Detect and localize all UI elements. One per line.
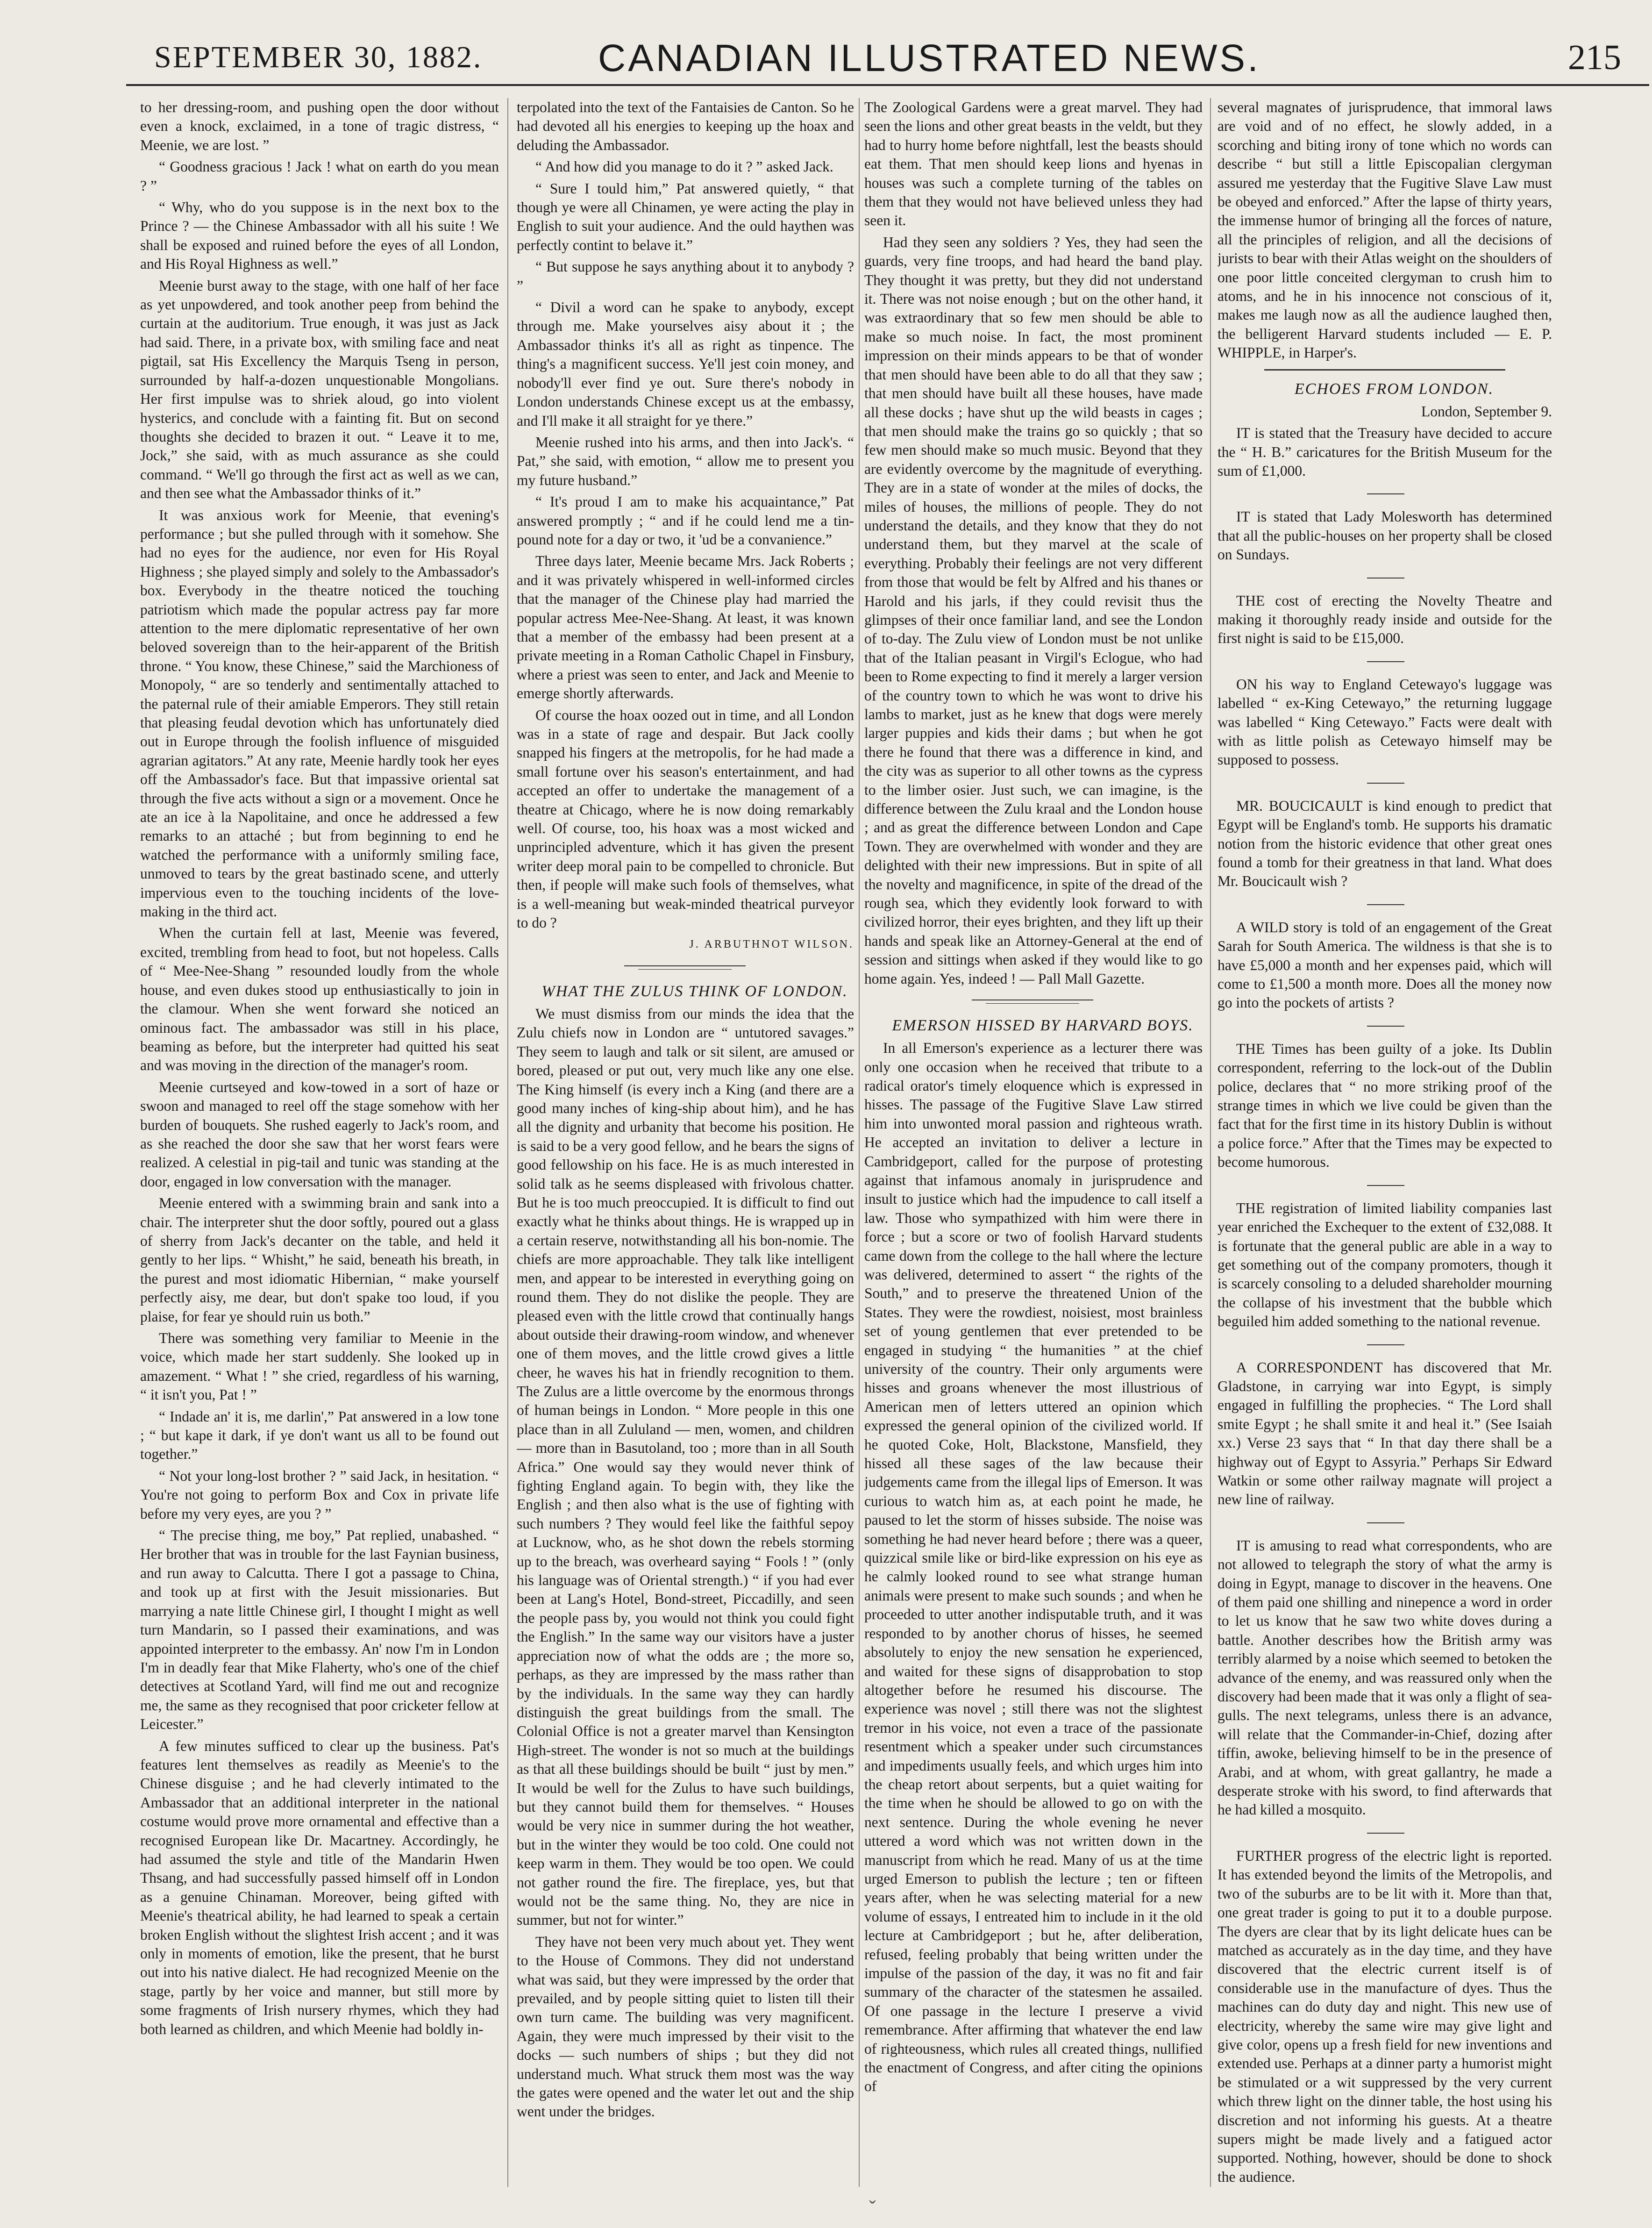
column-4: [1218, 98, 1552, 2192]
separator-rule: [1218, 1178, 1552, 1193]
article-paragraph: “ Not your long-lost brother ? ” said Jack, in hesitation. “ You're not going to perform Box and Cox in private life before my very eyes, are you ? ”: [140, 1467, 499, 1522]
news-item: THE registration of limited liability companies last year enriched the Exchequer to the extent of £32,088. It is fortunate that the general public are able in a way to get something out of the company promoters, though it is scarcely consoling to a deluded shareholder mourning the collapse of his investment that the bubble which beguiled him added something to the national revenue.: [1218, 1200, 1552, 1330]
article-paragraph: Meenie burst away to the stage, with one half of her face as yet unpowdered, and took another peep from behind the curtain at the auditorium. True enough, it was just as Jack had said. There, in a private box, with smiling face and neat pigtail, sat His Excellency the Marquis Tseng in person, surrounded by half-a-dozen unquestionable Mongolians. Her first impulse was to shriek aloud, go into violent hysterics, and conclude with a fainting fit. But on second thoughts she decided to brazen it out. “ Leave it to me, Jock,” she said, with as much assurance as she could command. “ We'll go through the first act as well as we can, and then see what the Ambassador thinks of it.”: [140, 277, 499, 502]
article-paragraph: “ Why, who do you suppose is in the next box to the Prince ? — the Chinese Ambassador with all his suite ! We shall be exposed and ruined before the eyes of all London, and His Royal Highness as well.”: [140, 199, 499, 272]
news-item: A WILD story is told of an engagement of the Great Sarah for South America. The wildness is that she is to have £5,000 a month and her expenses paid, which will come to £1,500 a month more. Does all the money now go into the pockets of artists ?: [1218, 919, 1552, 1011]
article-paragraph: to her dressing-room, and pushing open the door without even a knock, exclaimed, in a tone of tragic distress, “ Meenie, we are lost. ”: [140, 99, 499, 153]
column-rule: [507, 98, 508, 2187]
article-paragraph: The Zoological Gardens were a great marvel. They had seen the lions and other great beasts in the veldt, but they had to hurry home before nightfall, lest the beasts should eat them. That men should keep lions and hyenas in houses was such a complete turning of the tables on them that they would not have believed unless they had seen it.: [864, 99, 1203, 229]
article-paragraph: “ Divil a word can he spake to anybody, except through me. Make yourselves aisy about it ; the Ambassador thinks it's all as right as tinpence. The thing's a magnificent success. Ye'll jest coin money, and nobody'll ever find ye out. Sure there's nobody in London understands Chinese except us at the embassy, and I'll make it all straight for ye there.”: [517, 299, 854, 429]
column-3: [864, 98, 1203, 2192]
article-paragraph: A few minutes sufficed to clear up the business. Pat's features lent themselves as readily as Meenie's to the Chinese disguise ; and he had cleverly intimated to the Ambassador that an additional interpreter in the national costume would prove more ornamental and effective than a recognised European like Dr. Macartney. Accordingly, he had assumed the style and title of the Mandarin Hwen Thsang, and had successfully passed himself off in London as a genuine Chinaman. Moreover, being gifted with Meenie's theatrical ability, he had learned to speak a certain broken English without the slightest Irish accent ; and it was only in moments of emotion, like the present, that he burst out into his native dialect. He had recognized Meenie on the stage, partly by her voice and manner, but still more by some fragments of Irish nursery rhymes, which they had both learned as children, and which Meenie had boldly in-: [140, 1737, 499, 2037]
article-headline: ECHOES FROM LONDON.: [1294, 380, 1494, 398]
separator-rule: [1218, 1018, 1552, 1034]
article-paragraph: We must dismiss from our minds the idea that the Zulu chiefs now in London are “ untutored savages.” They seem to laugh and talk or sit silent, are amused or bored, pleased or put out, very much like any one else. The King himself (is every inch a King (and there are a good many inches of king-ship about him), and he has all the dignity and urbanity that become his position. He is said to be a very good fellow, and he bears the signs of good fellowship on his face. He is as much interested in solid talk as he seems displeased with frivolous chatter. But he is too much preoccupied. It is difficult to find out exactly what he thinks about things. He is wrapped up in a certain reserve, notwithstanding all his bon-nomie. The chiefs are more approachable. They talk like intelligent men, and appear to be interested in everything going on round them. They do not dislike the people. They are pleased even with the little crowd that continually hangs about outside their drawing-room window, and whenever one of them moves, and the little crowd gives a little cheer, he waves his hat in friendly recognition to them. The Zulus are a little overcome by the enormous throngs of human beings in London. “ More people in this one place than in all Zululand — men, women, and children — more than in Basutoland, too ; more than in all South Africa.” One would say they would never think of fighting England again. To begin with, they like the English ; and then also what is the use of fighting with such numbers ? They would feel like the faithful sepoy at Lucknow, who, as he shot down the rebels storming up to the breach, was overheard saying “ Fools ! ” (only his language was of Oriental strength.) “ if you had ever been at Lang's Hotel, Bond-street, Piccadilly, and seen the people pass by, you would not think you could fight the English.” In the same way our visitors have a juster appreciation now of what the odds are ; the more so, perhaps, as they are impressed by the mass rather than by the individuals. In the same way they can hardly distinguish the great buildings from the small. The Colonial Office is not a greater marvel than Kensington High-street. The wonder is not so much at the buildings as that all these buildings should be built “ just by men.” It would be well for the Zulus to have such buildings, but they cannot build them for themselves. “ Houses would be very nice in summer during the hot weather, but in the winter they would be too cold. One could not keep warm in them. They would be too open. We could not gather round the fire. The fireplace, yes, but that would not be the same thing. No, they are nice in summer, but not for winter.”: [517, 1005, 854, 1928]
separator-rule: [1218, 775, 1552, 791]
newspaper-title: CANADIAN ILLUSTRATED NEWS.: [598, 37, 1260, 79]
separator-rule: [1218, 570, 1552, 586]
separator-rule: [517, 960, 854, 976]
page-number: 215: [1568, 38, 1621, 77]
article-paragraph: Had they seen any soldiers ? Yes, they had seen the guards, very fine troops, and had heard the band play. They thought it was pretty, but they did not understand it. There was not noise enough ; but on the other hand, it was extraordinary that so few men should be able to make so much noise. In fact, the most prominent impression on their minds appears to be that of wonder that men should have been able to do all that they saw ; that men should have built all these houses, have made all these docks ; have shut up the wild beasts in cages ; that men should make the trains go so quickly ; that so few men should make so much music. Beyond that they are evidently overcome by the magnitude of everything. They are in a state of wonder at the miles of docks, the miles of houses, the millions of people. They do not understand the details, and they know that they do not understand them, but they marvel at the scale of everything. Probably their feelings are not very different from those that would be felt by Alfred and his thanes or Harold and his jarls, if they could revisit thus the glimpses of their once familiar land, and see the London of to-day. The Zulu view of London must be not unlike that of the Italian peasant in Virgil's Eclogue, who had been to Rome expecting to find it merely a larger version of the country town to which he was wont to drive his lambs to market, just as he knew that dogs were merely larger puppies and kids their dams ; but when he got there he found that there was a difference in kind, and the city was as superior to all other towns as the cypress to the limber osier. Just such, we can imagine, is the difference between the Zulu kraal and the London house ; and as great the difference between London and Cape Town. They are overwhelmed with wonder and they are delighted with their new impressions. But in spite of all the novelty and magnificence, in spite of the dread of the rough sea, which they evidently look forward to with civilized horror, their eyes brighten, and they lift up their hands and speak like an Attorney-General at the end of session and sittings when asked if they would like to go home again. Yes, indeed ! — Pall Mall Gazette.: [864, 234, 1203, 987]
article-paragraph: terpolated into the text of the Fantaisies de Canton. So he had devoted all his energies to keeping up the hoax and deluding the Ambassador.: [517, 99, 854, 153]
news-item: MR. BOUCICAULT is kind enough to predict that Egypt will be England's tomb. He supports his dramatic notion from the historic evidence that other great ones found a tomb for their greatness in that land. What does Mr. Boucicault wish ?: [1218, 797, 1552, 890]
news-item: A CORRESPONDENT has discovered that Mr. Gladstone, in carrying war into Egypt, is simply engaged in fulfilling the prophecies. “ The Lord shall smite Egypt ; he shall smite it and heal it.” (See Isaiah xx.) Verse 23 says that “ In that day there shall be a highway out of Egypt to Assyria.” Perhaps Sir Edward Watkin or some other railway magnate will project a new line of railway.: [1218, 1359, 1552, 1508]
column-2: [517, 98, 854, 2192]
news-item: IT is stated that the Treasury have decided to accure the “ H. B.” caricatures for the British Museum for the sum of £1,000.: [1218, 425, 1552, 479]
article-paragraph: Meenie curtseyed and kow-towed in a sort of haze or swoon and managed to reel off the stage somehow with her burden of bouquets. She rushed eagerly to Jack's room, and as she reached the door she saw that her worst fears were realized. A celestial in pig-tail and tunic was standing at the door, engaged in low conversation with the manager.: [140, 1078, 499, 1190]
separator-rule: [1218, 1337, 1552, 1353]
dateline: London, September 9.: [1421, 403, 1552, 420]
article-paragraph: “ But suppose he says anything about it to anybody ? ”: [517, 258, 854, 294]
article-paragraph: Meenie rushed into his arms, and then into Jack's. “ Pat,” she said, with emotion, “ allow me to present you my future husband.”: [517, 434, 854, 488]
article-headline: EMERSON HISSED BY HARVARD BOYS.: [892, 1017, 1194, 1035]
article-headline: WHAT THE ZULUS THINK OF LONDON.: [541, 982, 848, 1000]
masthead: [126, 19, 1649, 86]
article-byline: J. ARBUTHNOT WILSON.: [689, 938, 854, 951]
separator-rule: [1218, 897, 1552, 913]
article-paragraph: “ Goodness gracious ! Jack ! what on earth do you mean ? ”: [140, 158, 499, 194]
article-paragraph: In all Emerson's experience as a lecturer there was only one occasion when he received that tribute to a radical orator's timely eloquence which is expressed in hisses. The passage of the Fugitive Slave Law stirred him into unwonted moral passion and righteous wrath. He accepted an invitation to deliver a lecture in Cambridgeport, called for the purpose of protesting against that infamous anomaly in jurisprudence and insult to justice which had the impudence to call itself a law. Those who sympathized with him were there in force ; but a score or two of foolish Harvard students came down from the college to the hall where the lecture was delivered, determined to assert “ the rights of the South,” and to preserve the threatened Union of the States. They were the rowdiest, noisiest, most brainless set of young gentlemen that ever pretended to be engaged in studying “ the humanities ” at the chief university of the country. Their only arguments were hisses and groans whenever the most illustrious of American men of letters uttered an opinion which expressed the general opinion of the civilized world. If he quoted Coke, Holt, Blackstone, Mansfield, they hissed all these sages of the law because their judgements came from the illegal lips of Emerson. It was curious to watch him as, at each point he made, he paused to let the storm of hisses subside. The noise was something he had never heard before ; there was a queer, quizzical smile like or bird-like expression on his eye as he calmly looked round to see what strange human animals were present to make such sounds ; and when he proceeded to utter another indisputable truth, and it was responded to by another chorus of hisses, he seemed absolutely to enjoy the new sensation he experienced, and waited for these signs of disapprobation to stop altogether before he resumed his discourse. The experience was novel ; still there was not the slightest tremor in his voice, not even a trace of the passionate resentment which a speaker under such circumstances and impediments usually feels, and which urges him into the cheap retort about serpents, but a quiet waiting for the time when he should be allowed to go on with the next sentence. During the whole evening he never uttered a word which was not written down in the manuscript from which he read. Many of us at the time urged Emerson to publish the lecture ; ten or fifteen years after, when he was selecting material for a new volume of essays, I entreated him to include in it the old lecture at Cambridgeport ; but he, after deliberation, refused, feeling probably that being written under the impulse of the passion of the day, it was no fit and fair summary of the character of the statesmen he assailed. Of one passage in the lecture I preserve a vivid remembrance. After affirming that whatever the end law of righteousness, which rules all created things, nullified the enactment of Congress, and after citing the opinions of: [864, 1040, 1203, 2095]
column-1: [140, 98, 499, 2192]
article-paragraph: They have not been very much about yet. They went to the House of Commons. They did not understand what was said, but they were impressed by the order that prevailed, and by people sitting quiet to listen till their own turn came. The building was very magnificent. Again, they were much impressed by their visit to the docks — such numbers of ships ; but they did not understand much. What struck them most was the way the gates were opened and the water let out and the ship went under the bridges.: [517, 1933, 854, 2120]
separator-rule: [1218, 654, 1552, 670]
separator-rule: [1218, 486, 1552, 502]
column-rule: [1210, 98, 1211, 2187]
separator-rule: [1218, 1515, 1552, 1531]
article-paragraph: “ Indade an' it is, me darlin',” Pat answered in a low tone ; “ but kape it dark, if ye don't want us all to be found out together.”: [140, 1408, 499, 1463]
article-paragraph: There was something very familiar to Meenie in the voice, which made her start suddenly. She looked up in amazement. “ What ! ” she cried, regardless of his warning, “ it isn't you, Pat ! ”: [140, 1330, 499, 1403]
news-item: THE Times has been guilty of a joke. Its Dublin correspondent, referring to the lock-out of the Dublin police, declares that “ no more striking proof of the strange times in which we live could be given than the fact that for the first time in its history Dublin is without a police force.” After that the Times may be expected to become humorous.: [1218, 1040, 1552, 1171]
article-paragraph: Of course the hoax oozed out in time, and all London was in a state of rage and despair. But Jack coolly snapped his fingers at the metropolis, for he had made a small fortune over his season's entertainment, and had accepted an offer to undertake the management of a theatre at Chicago, where he is now doing remarkably well. Of course, too, his hoax was a most wicked and unprincipled adventure, which it has given the present writer deep moral pain to be compelled to chronicle. But then, if people will make such fools of themselves, what is a well-meaning but weak-minded theatrical purveyor to do ?: [517, 707, 854, 931]
article-paragraph: It was anxious work for Meenie, that evening's performance ; but she pulled through with it somehow. She had no eyes for the audience, nor even for His Royal Highness ; she played simply and solely to the Ambassador's box. Everybody in the theatre noticed the touching patriotism which made the popular actress pay far more attention to the mere diplomatic representative of her own beloved sovereign than to the heir-apparent of the British throne. “ You know, these Chinese,” said the Marchioness of Monopoly, “ are so tenderly and sentimentally attached to the paternal rule of their amiable Emperors. They still retain that pleasing feudal devotion which has unfortunately died out in Europe through the foolish influence of misguided agrarian agitators.” At any rate, Meenie hardly took her eyes off the Ambassador's face. But that impassive oriental sat through the five acts without a sign or a movement. Once he ate an ice à la Napolitaine, and once he addressed a few remarks to an attaché ; but from beginning to end he watched the performance with a uniformly smiling face, unmoved to tears by the great bastinado scene, and utterly impervious even to the touching incidents of the love-making in the third act.: [140, 507, 499, 920]
issue-date: SEPTEMBER 30, 1882.: [154, 40, 483, 74]
separator-rule: [864, 994, 1203, 1010]
column-rule: [859, 98, 860, 2187]
news-item: IT is amusing to read what correspondents, who are not allowed to telegraph the story of what the army is doing in Egypt, manage to discover in the heavens. One of them paid one shilling and ninepence a word in order to let us know that he saw two white doves during a battle. Another describes how the British army was terribly alarmed by a noise which seemed to betoken the advance of the enemy, and was reassured only when the discovery had been made that it was only a flight of sea-gulls. The next telegrams, unless there is an advance, will relate that the Commander-in-Chief, dozing after tiffin, awoke, believing himself to be in the presence of Arabi, and at whom, with great gallantry, he made a desperate stroke with his sword, to find afterwards that he had killed a mosquito.: [1218, 1537, 1552, 1818]
news-item: FURTHER progress of the electric light is reported. It has extended beyond the limits of the Metropolis, and two of the suburbs are to be lit with it. More than that, one great trader is going to put it to a double purpose. The dyers are clear that by its light delicate hues can be matched as accurately as in the day time, and they have discovered that the electric current itself is of considerable use in the manufacture of dyes. Thus the machines can do duty day and night. This new use of electricity, whereby the same wire may give light and give color, opens up a fresh field for new inventions and extended use. Perhaps at a dinner party a humorist might be stimulated or a wit suppressed by the very current which threw light on the dinner table, the host using his discretion and not informing his guests. At a theatre supers might be made lively and a fatigued actor supported. Nothing, however, should be done to shock the audience.: [1218, 1847, 1552, 2185]
news-item: ON his way to England Cetewayo's luggage was labelled “ ex-King Cetewayo,” the returning luggage was labelled “ King Cetewayo.” Facts were dealt with with as little polish as Cetewayo himself may be supposed to possess.: [1218, 676, 1552, 768]
article-paragraph: Meenie entered with a swimming brain and sank into a chair. The interpreter shut the door softly, poured out a glass of sherry from Jack's decanter on the table, and held it gently to her lips. “ Whisht,” he said, beneath his breath, in the purest and most idiomatic Hibernian, “ make yourself perfectly aisy, me dear, but don't spake too loud, if you plaise, for fear ye should ruin us both.”: [140, 1195, 499, 1325]
article-paragraph: “ And how did you manage to do it ? ” asked Jack.: [535, 158, 833, 175]
section-rule: [1264, 369, 1505, 371]
news-item: IT is stated that Lady Molesworth has determined that all the public-houses on her property shall be closed on Sundays.: [1218, 508, 1552, 563]
separator-rule: [1218, 1825, 1552, 1841]
article-paragraph: When the curtain fell at last, Meenie was fevered, excited, trembling from head to foot, but not hopeless. Calls of “ Mee-Nee-Shang ” resounded loudly from the whole house, and even dukes stood up enthusiastically to join in the clamour. When she went forward she noticed an ominous fact. The ambassador was still in his place, beaming as before, but the interpreter had quitted his seat and was moving in the direction of the manager's room.: [140, 925, 499, 1074]
article-paragraph: “ The precise thing, me boy,” Pat replied, unabashed. “ Her brother that was in trouble for the last Faynian business, and run away to Calcutta. There I got a passage to China, and took up at first with the Jesuit missionaries. But marrying a nate little Chinese girl, I thought I might as well turn Mandarin, so I passed their examinations, and was appointed interpreter to the embassy. An' now I'm in London I'm in deadly fear that Mike Flaherty, who's one of the chief detectives at Scotland Yard, will find me out and recognize me, the same as they recognised that poor cricketer fellow at Leicester.”: [140, 1527, 499, 1733]
news-item: THE cost of erecting the Novelty Theatre and making it thoroughly ready inside and outside for the first night is said to be £15,000.: [1218, 592, 1552, 647]
article-paragraph: “ Sure I tould him,” Pat answered quietly, “ that though ye were all Chinamen, ye were acting the play in English to suit your audience. And the ould haythen was perfectly contint to belave it.”: [517, 180, 854, 253]
article-paragraph: Three days later, Meenie became Mrs. Jack Roberts ; and it was privately whispered in well-informed circles that the manager of the Chinese play had married the popular actress Mee-Nee-Shang. At least, it was known that a member of the embassy had been present at a private meeting in a Roman Catholic Chapel in Finsbury, where a priest was seen to enter, and Jack and Meenie to emerge shortly afterwards.: [517, 553, 854, 702]
print-mark: ˇ: [869, 2197, 876, 2220]
article-paragraph: “ It's proud I am to make his acquaintance,” Pat answered promptly ; “ and if he could lend me a tin-pound note for a day or two, it 'ud be a convanience.”: [517, 493, 854, 548]
article-paragraph: several magnates of jurisprudence, that immoral laws are void and of no effect, he slowly added, in a scorching and biting irony of tone which no words can describe “ but still a little Episcopalian clergyman assured me yesterday that the Fugitive Slave Law must be obeyed and enforced.” After the lapse of thirty years, the immense humor of bringing all the forces of nature, all the principles of religion, and all the decisions of jurists to bear with their Atlas weight on the shoulders of one poor little conceited clergyman to crush him to atoms, and he in his innocence not conscious of it, makes me laugh now as all the audience laughed then, the belligerent Harvard students included — E. P. WHIPPLE, in Harper's.: [1218, 99, 1552, 361]
